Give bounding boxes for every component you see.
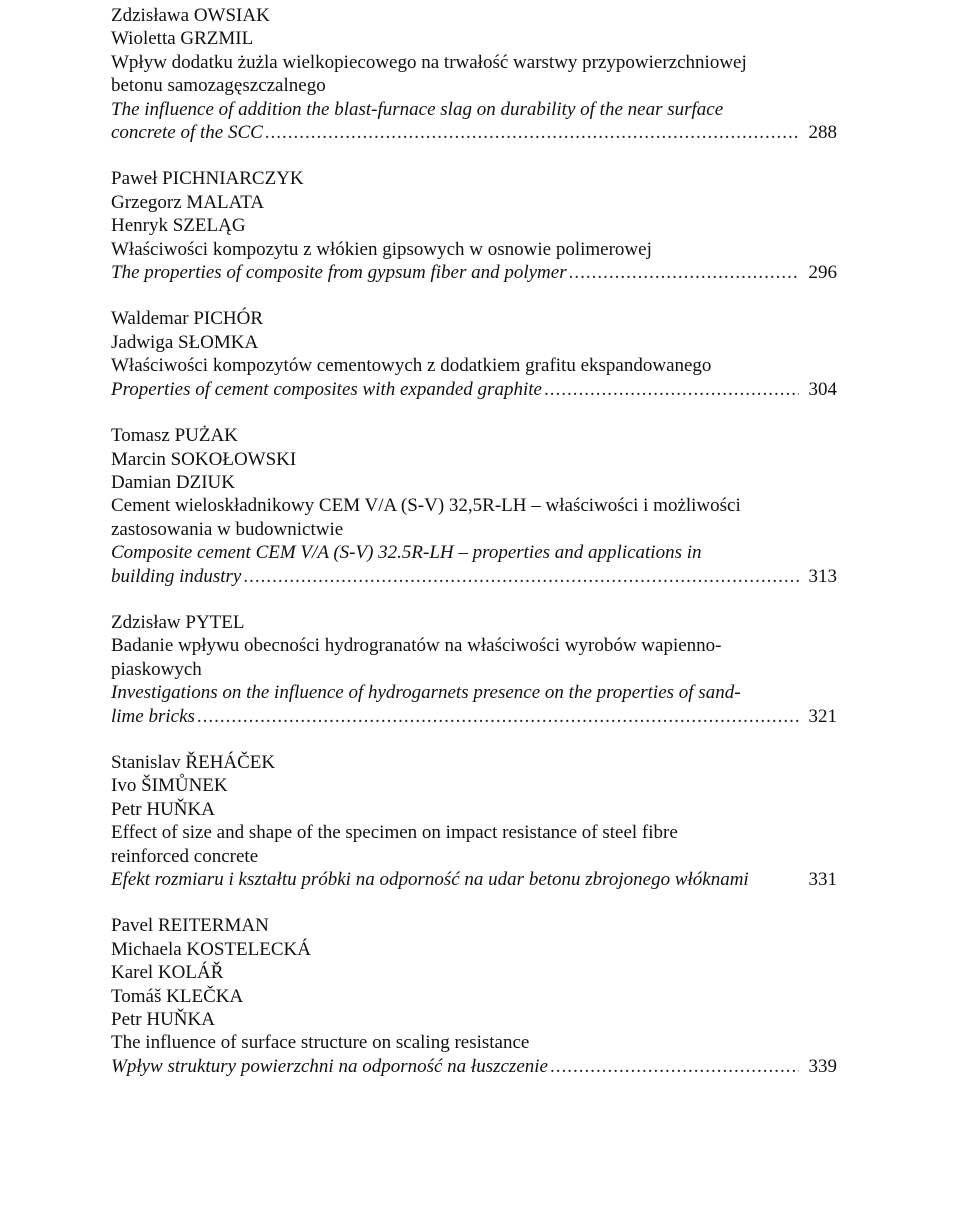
author-name: Zdzisław PYTEL <box>111 611 245 633</box>
dot-leader <box>265 121 799 144</box>
title-tail-line <box>111 1055 837 1078</box>
toc-entry <box>111 751 837 891</box>
title-primary: reinforced concrete <box>111 845 259 867</box>
title-tail-line <box>111 261 837 284</box>
author-name: Waldemar PICHÓR <box>111 308 264 330</box>
toc-entry <box>111 307 837 401</box>
title-primary: Wpływ dodatku żużla wielkopiecowego na trwałość warstwy przypowierzchniowej <box>111 51 747 73</box>
title-primary: Właściwości kompozytu z włókien gipsowych w osnowie polimerowej <box>111 238 652 260</box>
title-primary: Badanie wpływu obecności hydrogranatów na właściwości wyrobów wapienno- <box>111 635 722 657</box>
page-number: 321 <box>808 705 837 727</box>
title-tail-line <box>111 121 837 144</box>
author-name: Stanislav ŘEHÁČEK <box>111 751 276 773</box>
title-secondary: Composite cement CEM V/A (S-V) 32.5R-LH – properties and applications in <box>111 542 702 564</box>
title-secondary-end: Efekt rozmiaru i kształtu próbki na odporność na udar betonu zbrojonego włóknami <box>111 869 749 890</box>
title-primary: zastosowania w budownictwie <box>111 518 344 540</box>
dot-leader <box>544 378 799 401</box>
author-name: Michaela KOSTELECKÁ <box>111 938 311 960</box>
author-name: Damian DZIUK <box>111 471 235 493</box>
author-name: Paweł PICHNIARCZYK <box>111 168 304 190</box>
toc-entry <box>111 167 837 284</box>
title-secondary: Investigations on the influence of hydrogarnets presence on the properties of sand- <box>111 682 741 704</box>
title-secondary-end: The properties of composite from gypsum fiber and polymer <box>111 262 567 284</box>
title-secondary-end: concrete of the SCC <box>111 122 263 144</box>
author-name: Petr HUŇKA <box>111 1009 215 1031</box>
page-number: 339 <box>808 1055 837 1077</box>
author-name: Zdzisława OWSIAK <box>111 5 270 26</box>
dot-leader <box>569 261 799 284</box>
title-primary: The influence of surface structure on scaling resistance <box>111 1032 530 1054</box>
title-tail-line <box>111 868 837 891</box>
title-secondary-end: Properties of cement composites with expanded graphite <box>111 378 542 400</box>
title-primary: Cement wieloskładnikowy CEM V/A (S-V) 32,5R-LH – właściwości i możliwości <box>111 495 741 517</box>
toc-entry <box>111 4 837 144</box>
page-number: 288 <box>808 122 837 144</box>
author-name: Karel KOLÁŘ <box>111 962 224 984</box>
dot-leader <box>243 565 799 588</box>
author-name: Wioletta GRZMIL <box>111 28 254 50</box>
title-secondary-end: building industry <box>111 565 242 587</box>
toc-entry <box>111 914 837 1078</box>
page-number: 313 <box>808 565 837 587</box>
author-name: Tomáš KLEČKA <box>111 985 244 1007</box>
author-name: Jadwiga SŁOMKA <box>111 331 259 353</box>
dot-leader <box>550 1055 799 1078</box>
title-primary: piaskowych <box>111 658 202 680</box>
title-secondary: The influence of addition the blast-furnace slag on durability of the near surface <box>111 98 724 120</box>
page-number: 304 <box>808 378 837 400</box>
author-name: Grzegorz MALATA <box>111 191 265 213</box>
title-primary: Effect of size and shape of the specimen on impact resistance of steel fibre <box>111 822 678 844</box>
author-name: Tomasz PUŻAK <box>111 425 238 447</box>
author-name: Marcin SOKOŁOWSKI <box>111 448 297 470</box>
title-secondary-end: lime bricks <box>111 705 195 727</box>
author-name: Ivo ŠIMŮNEK <box>111 775 228 797</box>
title-tail-line <box>111 378 837 401</box>
toc-entry <box>111 424 837 588</box>
table-of-contents <box>111 4 837 1101</box>
author-name: Petr HUŇKA <box>111 798 215 820</box>
author-name: Henryk SZELĄG <box>111 215 246 237</box>
page-number: 296 <box>808 262 837 284</box>
title-tail-line <box>111 565 837 588</box>
title-primary: Właściwości kompozytów cementowych z dodatkiem grafitu ekspandowanego <box>111 355 712 377</box>
title-tail-line <box>111 705 837 728</box>
title-secondary-end: Wpływ struktury powierzchni na odporność na łuszczenie <box>111 1055 548 1077</box>
toc-entry <box>111 611 837 728</box>
author-name: Pavel REITERMAN <box>111 915 269 937</box>
title-primary: betonu samozagęszczalnego <box>111 75 326 97</box>
dot-leader <box>197 705 799 728</box>
page-number: 331 <box>808 869 837 890</box>
